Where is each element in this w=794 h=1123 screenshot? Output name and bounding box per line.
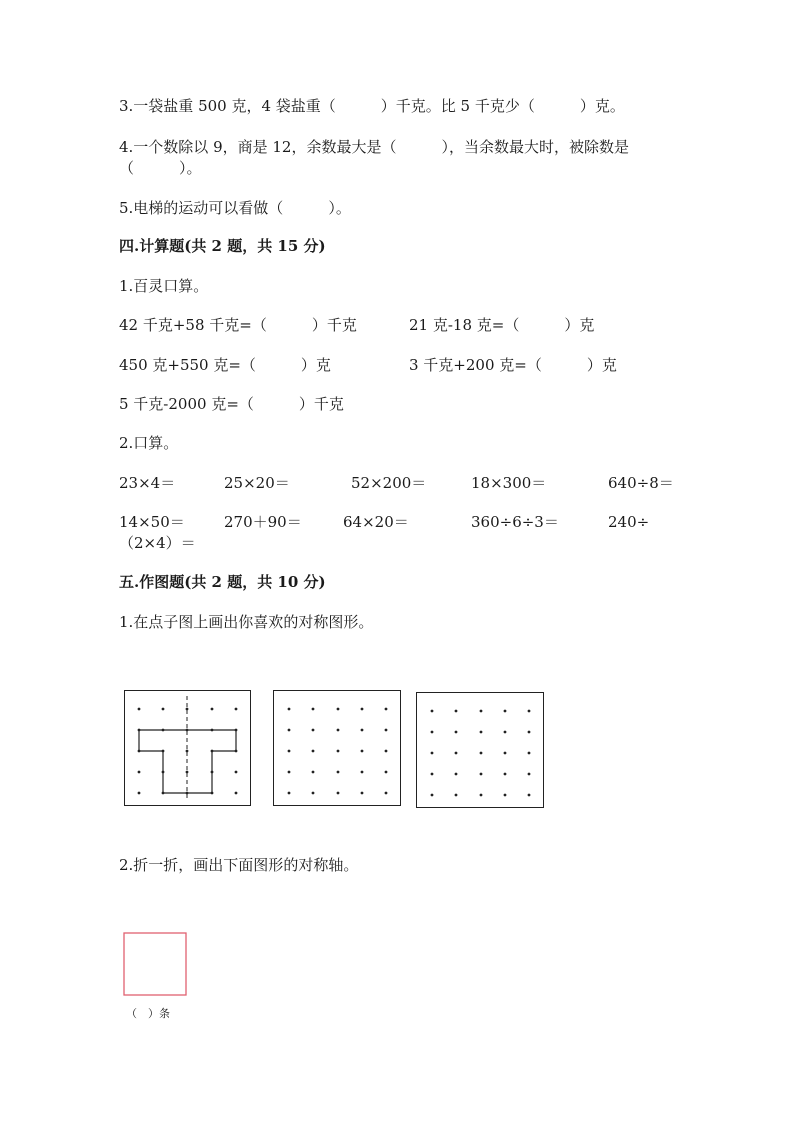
mental-math-item: 52×200＝ xyxy=(351,474,427,492)
weight-item-5: 5 千克-2000 克=（ ）千克 xyxy=(119,395,344,413)
section-5-question-1-title: 1.在点子图上画出你喜欢的对称图形。 xyxy=(119,613,374,631)
mental-math-item: 64×20＝ xyxy=(343,513,409,531)
empty-dot-grid xyxy=(273,690,403,808)
mental-math-item: 18×300＝ xyxy=(471,474,547,492)
mental-math-item: 23×4＝ xyxy=(119,474,176,492)
weight-item-4: 3 千克+200 克=（ ）克 xyxy=(409,356,617,374)
mental-math-item: 640÷8＝ xyxy=(608,474,674,492)
section-4-question-1-title: 1.百灵口算。 xyxy=(119,277,209,295)
section-4-question-2-title: 2.口算。 xyxy=(119,434,179,452)
empty-dot-grid xyxy=(416,692,546,810)
question-5: 5.电梯的运动可以看做（ ）。 xyxy=(119,199,351,217)
section-5-question-2-title: 2.折一折，画出下面图形的对称轴。 xyxy=(119,856,359,874)
question-4-line-1: 4.一个数除以 9，商是 12，余数最大是（ ），当余数最大时，被除数是 xyxy=(119,138,629,156)
section-4-title: 四.计算题(共 2 题，共 15 分) xyxy=(119,237,326,255)
axis-count-answer: （ ）条 xyxy=(126,1007,170,1020)
mental-math-item: 360÷6÷3＝ xyxy=(471,513,559,531)
mental-math-item: 270＋90＝ xyxy=(224,513,302,531)
square-figure xyxy=(123,932,189,998)
mental-math-item: 25×20＝ xyxy=(224,474,290,492)
weight-item-2: 21 克-18 克=（ ）克 xyxy=(409,316,595,334)
weight-item-1: 42 千克+58 千克=（ ）千克 xyxy=(119,316,357,334)
weight-item-3: 450 克+550 克=（ ）克 xyxy=(119,356,331,374)
mental-math-item-continuation: （2×4）＝ xyxy=(119,534,196,552)
question-3: 3.一袋盐重 500 克，4 袋盐重（ ）千克。比 5 千克少（ ）克。 xyxy=(119,97,625,115)
mental-math-item: 14×50＝ xyxy=(119,513,185,531)
dot-grid-with-t-shape xyxy=(124,690,254,808)
section-5-title: 五.作图题(共 2 题，共 10 分) xyxy=(119,573,326,591)
mental-math-item: 240÷ xyxy=(608,513,650,531)
question-4-line-2: （ ）。 xyxy=(119,159,202,177)
